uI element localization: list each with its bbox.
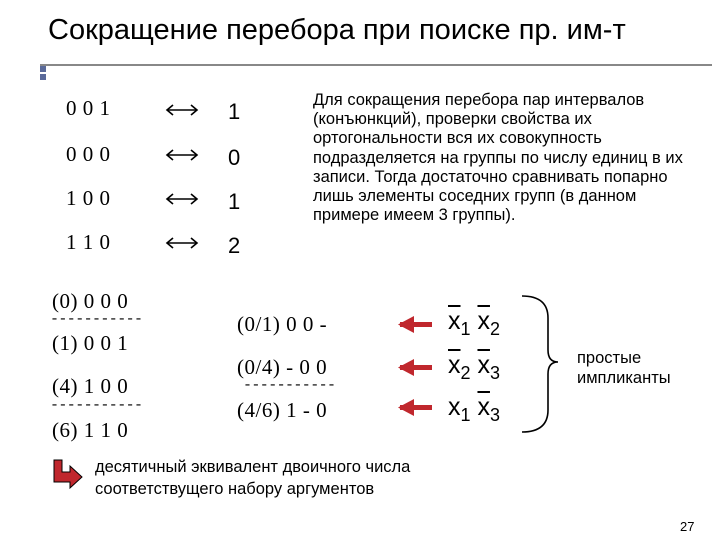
implicant-2: $\overline{x}_2$ $\overline{x}_3$ <box>448 351 500 383</box>
implicant-3: $x_1$ $\overline{x}_3$ <box>448 393 500 425</box>
red-arrow-icon-2 <box>398 359 432 376</box>
description-text: Для сокращения перебора пар интервалов (конъюнкций), проверки свойства их ортогональности вся их совокупность подразделяется на группы по числу единиц в их записи. Тогда достаточно сравнивать попарно лишь элементы соседних групп (в данном примере имеем 3 группы). <box>313 91 683 225</box>
merge-row-0-4: (0/4) - 0 0 <box>237 355 328 379</box>
right-brace-icon <box>522 296 558 432</box>
pair-value-2: 0 <box>228 145 241 170</box>
pair-code-4: 1 1 0 <box>66 230 111 254</box>
pair-code-1: 0 0 1 <box>66 96 111 120</box>
group-row-1: (1) 0 0 1 <box>52 331 129 355</box>
double-arrow-icon <box>167 105 197 115</box>
group-separator-2: ----------- <box>50 397 143 414</box>
group-row-4: (4) 1 0 0 <box>52 374 129 398</box>
prime-implicants-label: простые импликанты <box>577 349 671 387</box>
pair-code-3: 1 0 0 <box>66 186 111 210</box>
double-arrow-icon-4 <box>167 238 197 248</box>
group-row-6: (6) 1 1 0 <box>52 418 129 442</box>
red-arrows <box>398 316 432 416</box>
pair-value-4: 2 <box>228 233 241 258</box>
page-number: 27 <box>680 519 695 534</box>
double-arrow-icon-3 <box>167 194 197 204</box>
group-row-0: (0) 0 0 0 <box>52 289 129 313</box>
pair-code-2: 0 0 0 <box>66 142 111 166</box>
merge-separator: ----------- <box>243 377 336 394</box>
footnote-line-2: соответствущего набору аргументов <box>95 480 375 498</box>
footnote-line-1: десятичный эквивалент двоичного числа <box>95 458 411 476</box>
merge-row-4-6: (4/6) 1 - 0 <box>237 398 328 422</box>
bent-arrow-icon <box>54 460 82 488</box>
merge-row-0-1: (0/1) 0 0 - <box>237 312 328 336</box>
double-arrow-icon-2 <box>167 150 197 160</box>
slide-title: Сокращение перебора при поиске пр. им-т <box>48 14 626 46</box>
red-arrow-icon <box>398 316 432 333</box>
red-arrow-icon-3 <box>398 399 432 416</box>
pair-value-1: 1 <box>228 99 241 124</box>
pair-value-3: 1 <box>228 189 241 214</box>
implicant-1: $\overline{x}_1$ $\overline{x}_2$ <box>448 307 500 339</box>
group-separator: ----------- <box>50 311 143 328</box>
footnote <box>95 456 410 500</box>
